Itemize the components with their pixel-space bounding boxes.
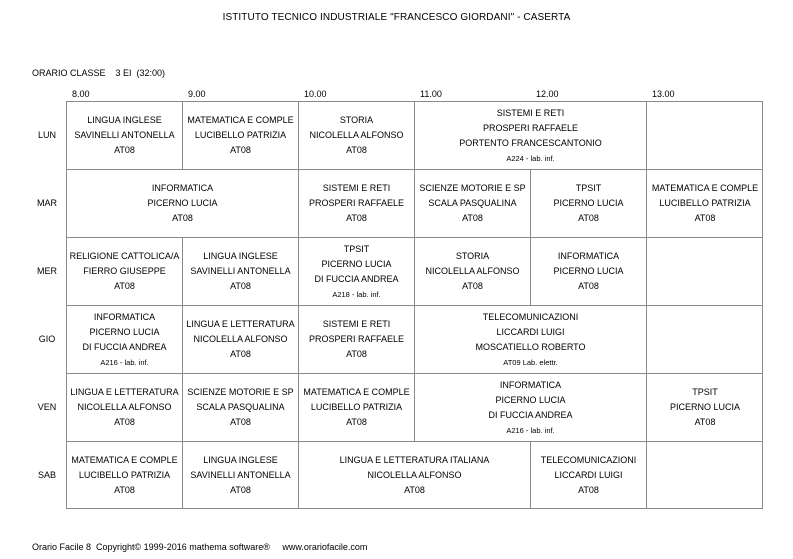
timetable-grid (66, 101, 763, 509)
empty-cell (647, 306, 763, 374)
lesson-line: PICERNO LUCIA (147, 198, 218, 208)
lesson-cell (647, 374, 763, 442)
lesson-line: SISTEMI E RETI (496, 107, 565, 118)
lesson-line: LUCIBELLO PATRIZIA (78, 469, 171, 480)
hour-label: 10.00 (304, 89, 327, 99)
lesson-line: A218 - lab. inf. (332, 289, 381, 299)
lesson-line: SAVINELLI ANTONELLA (74, 130, 175, 140)
lesson-cell (67, 170, 299, 238)
lesson-cell (299, 238, 415, 306)
empty-cell (647, 238, 763, 306)
lesson-line: LINGUA E LETTERATURA ITALIANA (339, 454, 490, 465)
lesson-line: TPSIT (692, 387, 718, 397)
lesson-line: AT08 (114, 281, 135, 291)
lesson-line: LICCARDI LUIGI (554, 469, 623, 480)
lesson-line: AT08 (230, 281, 251, 291)
lesson-line: SCALA PASQUALINA (428, 198, 517, 208)
lesson-line: AT08 (172, 213, 193, 223)
lesson-line: AT08 (346, 417, 367, 427)
lesson-cell (415, 306, 647, 374)
school-title: ISTITUTO TECNICO INDUSTRIALE "FRANCESCO GIORDANI" - CASERTA (222, 12, 571, 23)
lesson-line: AT08 (462, 281, 483, 291)
lesson-line: NICOLELLA ALFONSO (193, 334, 288, 344)
lesson-line: LUCIBELLO PATRIZIA (310, 402, 403, 412)
lesson-line: FIERRO GIUSEPPE (83, 266, 166, 276)
lesson-line: STORIA (339, 115, 374, 125)
lesson-line: SISTEMI E RETI (322, 183, 391, 193)
lesson-line: AT08 (114, 145, 135, 155)
hour-label: 12.00 (536, 89, 559, 99)
lesson-line: RELIGIONE CATTOLICA/A (69, 251, 180, 261)
lesson-cell (67, 374, 183, 442)
lesson-line: LUCIBELLO PATRIZIA (194, 130, 287, 140)
lesson-line: AT08 (230, 417, 251, 427)
lesson-line: LUCIBELLO PATRIZIA (659, 198, 751, 208)
lesson-line: AT08 (578, 213, 599, 223)
lesson-cell (531, 442, 647, 508)
lesson-line: LINGUA INGLESE (87, 115, 162, 125)
hour-header (66, 89, 763, 101)
day-label: MER (37, 266, 57, 276)
lesson-line: AT08 (114, 484, 135, 495)
lesson-line: TELECOMUNICAZIONI (482, 311, 579, 322)
lesson-line: NICOLELLA ALFONSO (309, 130, 404, 140)
day-label: VEN (37, 402, 57, 412)
lesson-line: TELECOMUNICAZIONI (540, 454, 637, 465)
lesson-line: SISTEMI E RETI (322, 319, 391, 329)
lesson-line: AT08 (694, 213, 716, 223)
lesson-line: DI FUCCIA ANDREA (488, 409, 573, 420)
lesson-line: MATEMATICA E COMPLE (71, 454, 178, 465)
lesson-cell (183, 442, 299, 508)
lesson-line: AT08 (346, 213, 367, 223)
lesson-line: INFORMATICA (151, 183, 214, 193)
lesson-cell (183, 306, 299, 374)
lesson-line: SCIENZE MOTORIE E SP (419, 183, 526, 193)
lesson-line: TPSIT (343, 243, 370, 254)
lesson-cell (299, 306, 415, 374)
lesson-line: STORIA (455, 251, 490, 261)
lesson-cell (67, 102, 183, 170)
lesson-cell (183, 374, 299, 442)
lesson-line: PROSPERI RAFFAELE (308, 198, 405, 208)
lesson-cell (299, 102, 415, 170)
lesson-line: AT08 (230, 349, 251, 359)
lesson-line: AT08 (114, 417, 135, 427)
lesson-line: DI FUCCIA ANDREA (82, 341, 167, 352)
lesson-line: INFORMATICA (93, 311, 156, 322)
lesson-line: PORTENTO FRANCESCANTONIO (459, 137, 602, 148)
lesson-line: PICERNO LUCIA (321, 258, 392, 269)
lesson-line: LINGUA INGLESE (203, 251, 278, 261)
lesson-line: AT08 (578, 281, 599, 291)
hour-label: 11.00 (420, 89, 442, 99)
lesson-line: LINGUA E LETTERATURA (70, 387, 179, 397)
lesson-line: AT08 (694, 417, 716, 427)
lesson-line: SAVINELLI ANTONELLA (190, 469, 291, 480)
lesson-line: PICERNO LUCIA (553, 266, 624, 276)
lesson-line: INFORMATICA (557, 251, 620, 261)
lesson-cell (299, 170, 415, 238)
hour-label: 9.00 (188, 89, 206, 99)
lesson-line: LINGUA E LETTERATURA (186, 319, 295, 329)
lesson-cell (67, 238, 183, 306)
lesson-cell (531, 170, 647, 238)
day-label: GIO (38, 334, 56, 344)
lesson-line: AT08 (346, 349, 367, 359)
lesson-line: MATEMATICA E COMPLE (651, 183, 759, 193)
lesson-cell (531, 238, 647, 306)
lesson-line: AT08 (230, 484, 251, 495)
day-label: SAB (37, 470, 56, 480)
lesson-line: NICOLELLA ALFONSO (367, 469, 462, 480)
lesson-cell (67, 306, 183, 374)
lesson-line: A224 - lab. inf. (506, 153, 555, 163)
lesson-cell (647, 170, 763, 238)
lesson-line: PROSPERI RAFFAELE (308, 334, 405, 344)
lesson-line: AT08 (462, 213, 483, 223)
lesson-line: MOSCATIELLO ROBERTO (475, 341, 586, 352)
lesson-line: PICERNO LUCIA (669, 402, 740, 412)
lesson-line: DI FUCCIA ANDREA (314, 273, 399, 284)
lesson-line: MATEMATICA E COMPLE (187, 115, 294, 125)
lesson-line: INFORMATICA (499, 379, 562, 390)
empty-cell (647, 442, 763, 508)
lesson-cell (299, 374, 415, 442)
class-label: ORARIO CLASSE 3 EI (32:00) (32, 68, 166, 78)
lesson-line: PICERNO LUCIA (495, 394, 566, 405)
lesson-line: PICERNO LUCIA (89, 326, 160, 337)
lesson-cell (67, 442, 183, 508)
lesson-cell (415, 102, 647, 170)
lesson-line: NICOLELLA ALFONSO (77, 402, 172, 412)
lesson-cell (415, 238, 531, 306)
lesson-line: PROSPERI RAFFAELE (482, 122, 579, 133)
lesson-line: LICCARDI LUIGI (496, 326, 565, 337)
lesson-line: LINGUA INGLESE (203, 454, 278, 465)
lesson-cell (415, 170, 531, 238)
lesson-line: SCIENZE MOTORIE E SP (187, 387, 294, 397)
lesson-line: AT08 (346, 145, 367, 155)
lesson-line: AT08 (578, 484, 599, 495)
lesson-line: AT08 (404, 484, 425, 495)
hour-label: 13.00 (652, 89, 675, 99)
lesson-cell (415, 374, 647, 442)
hour-label: 8.00 (72, 89, 90, 99)
footer-copyright: Orario Facile 8 Copyright© 1999-2016 mathema software® www.orariofacile.com (32, 542, 368, 552)
empty-cell (647, 102, 763, 170)
lesson-line: MATEMATICA E COMPLE (303, 387, 410, 397)
lesson-line: AT09 Lab. elettr. (503, 357, 558, 367)
lesson-line: A216 - lab. inf. (100, 357, 149, 367)
lesson-line: PICERNO LUCIA (553, 198, 624, 208)
lesson-cell (183, 238, 299, 306)
lesson-cell (183, 102, 299, 170)
lesson-line: SCALA PASQUALINA (196, 402, 285, 412)
lesson-cell (299, 442, 531, 508)
day-label: LUN (37, 130, 56, 140)
lesson-line: AT08 (230, 145, 251, 155)
lesson-line: SAVINELLI ANTONELLA (190, 266, 291, 276)
lesson-line: A216 - lab. inf. (506, 425, 555, 435)
day-label: MAR (37, 198, 57, 208)
lesson-line: TPSIT (575, 183, 602, 193)
lesson-line: NICOLELLA ALFONSO (425, 266, 520, 276)
